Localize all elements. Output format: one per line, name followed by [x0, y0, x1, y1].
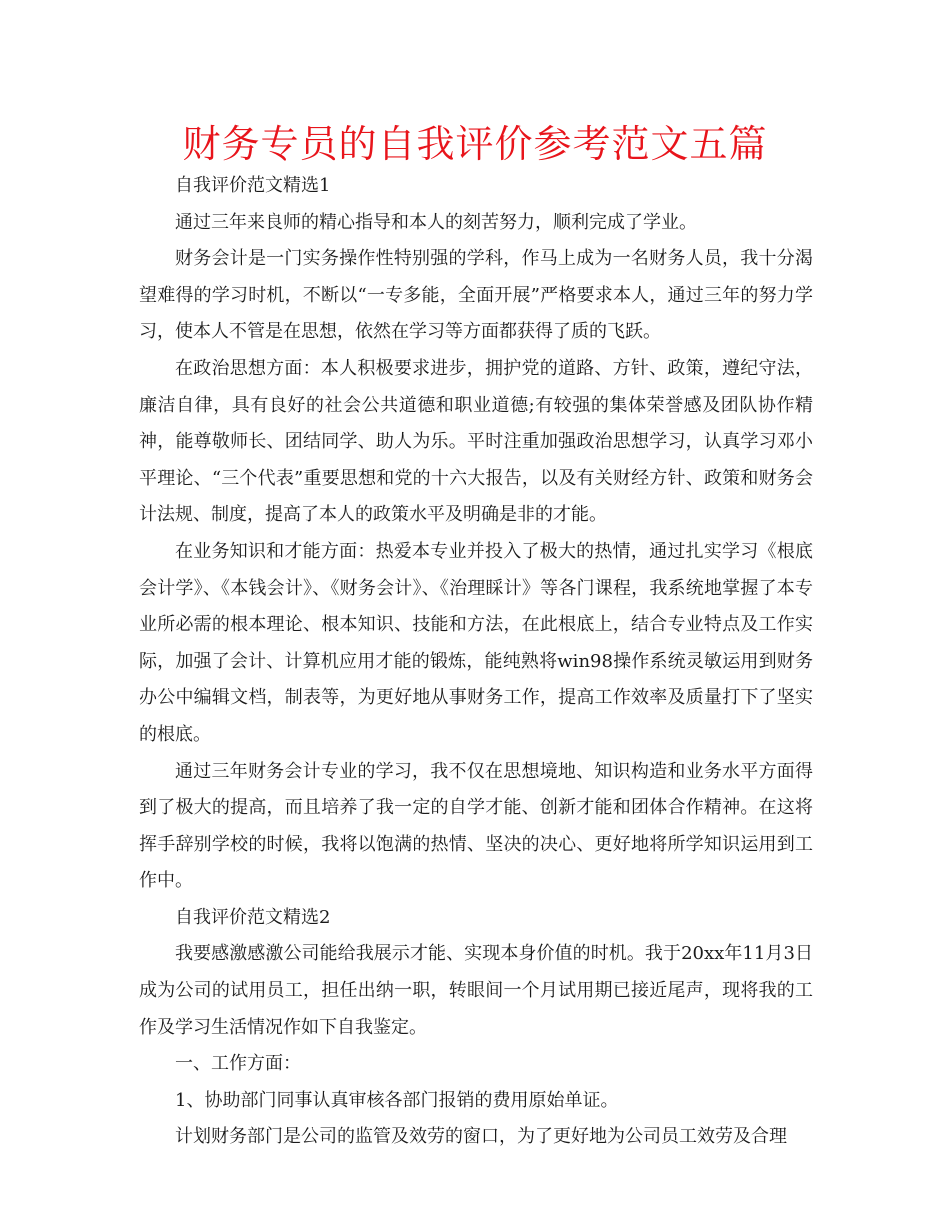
- paragraph: 通过三年财务会计专业的学习，我不仅在思想境地、知识构造和业务水平方面得到了极大的提高，而且培养了我一定的自学才能、创新才能和团体合作精神。在这将挥手辞别学校的时候，我将以饱满的热情、坚决的决心、更好地将所学知识运用到工作中。: [139, 760, 813, 892]
- paragraph: 通过三年来良师的精心指导和本人的刻苦努力，顺利完成了学业。: [175, 211, 697, 233]
- document-body: [139, 168, 813, 1156]
- paragraph: 财务会计是一门实务操作性特别强的学科，作马上成为一名财务人员，我十分渴望难得的学习时机，不断以“一专多能，全面开展”严格要求本人，通过三年的努力学习，使本人不管是在思想，依然在学习等方面都获得了质的飞跃。: [139, 248, 813, 343]
- paragraph: 在政治思想方面：本人积极要求进步，拥护党的道路、方针、政策，遵纪守法，廉洁自律，具有良好的社会公共道德和职业道德;有较强的集体荣誉感及团队协作精神，能尊敬师长、团结同学、助人为乐。平时注重加强政治思想学习，认真学习邓小平理论、“三个代表”重要思想和党的十六大报告，以及有关财经方针、政策和财务会计法规、制度，提高了本人的政策水平及明确是非的才能。: [139, 357, 813, 526]
- paragraph: 我要感激感激公司能给我展示才能、实现本身价值的时机。我于20xx年11月3日成为公司的试用员工，担任出纳一职，转眼间一个月试用期已接近尾声，现将我的工作及学习生活情况作如下自我鉴定。: [139, 943, 813, 1038]
- paragraph: 在业务知识和才能方面：热爱本专业并投入了极大的热情，通过扎实学习《根底会计学》、《本钱会计》、《财务会计》、《治理睬计》等各门课程，我系统地掌握了本专业所必需的根本理论、根本知识、技能和方法，在此根底上，结合专业特点及工作实际，加强了会计、计算机应用才能的锻炼，能纯熟将win98操作系统灵敏运用到财务办公中编辑文档，制表等，为更好地从事财务工作，提高工作效率及质量打下了坚实的根底。: [139, 540, 813, 745]
- section-heading: 自我评价范文精选2: [175, 906, 331, 928]
- paragraph: 计划财务部门是公司的监管及效劳的窗口，为了更好地为公司员工效劳及合理: [175, 1126, 787, 1148]
- subsection-heading: 一、工作方面：: [175, 1053, 301, 1075]
- document-title: 财务专员的自我评价参考范文五篇: [182, 122, 768, 166]
- list-item: 1、协助部门同事认真审核各部门报销的费用原始单证。: [175, 1089, 619, 1111]
- section-heading: 自我评价范文精选1: [175, 175, 331, 196]
